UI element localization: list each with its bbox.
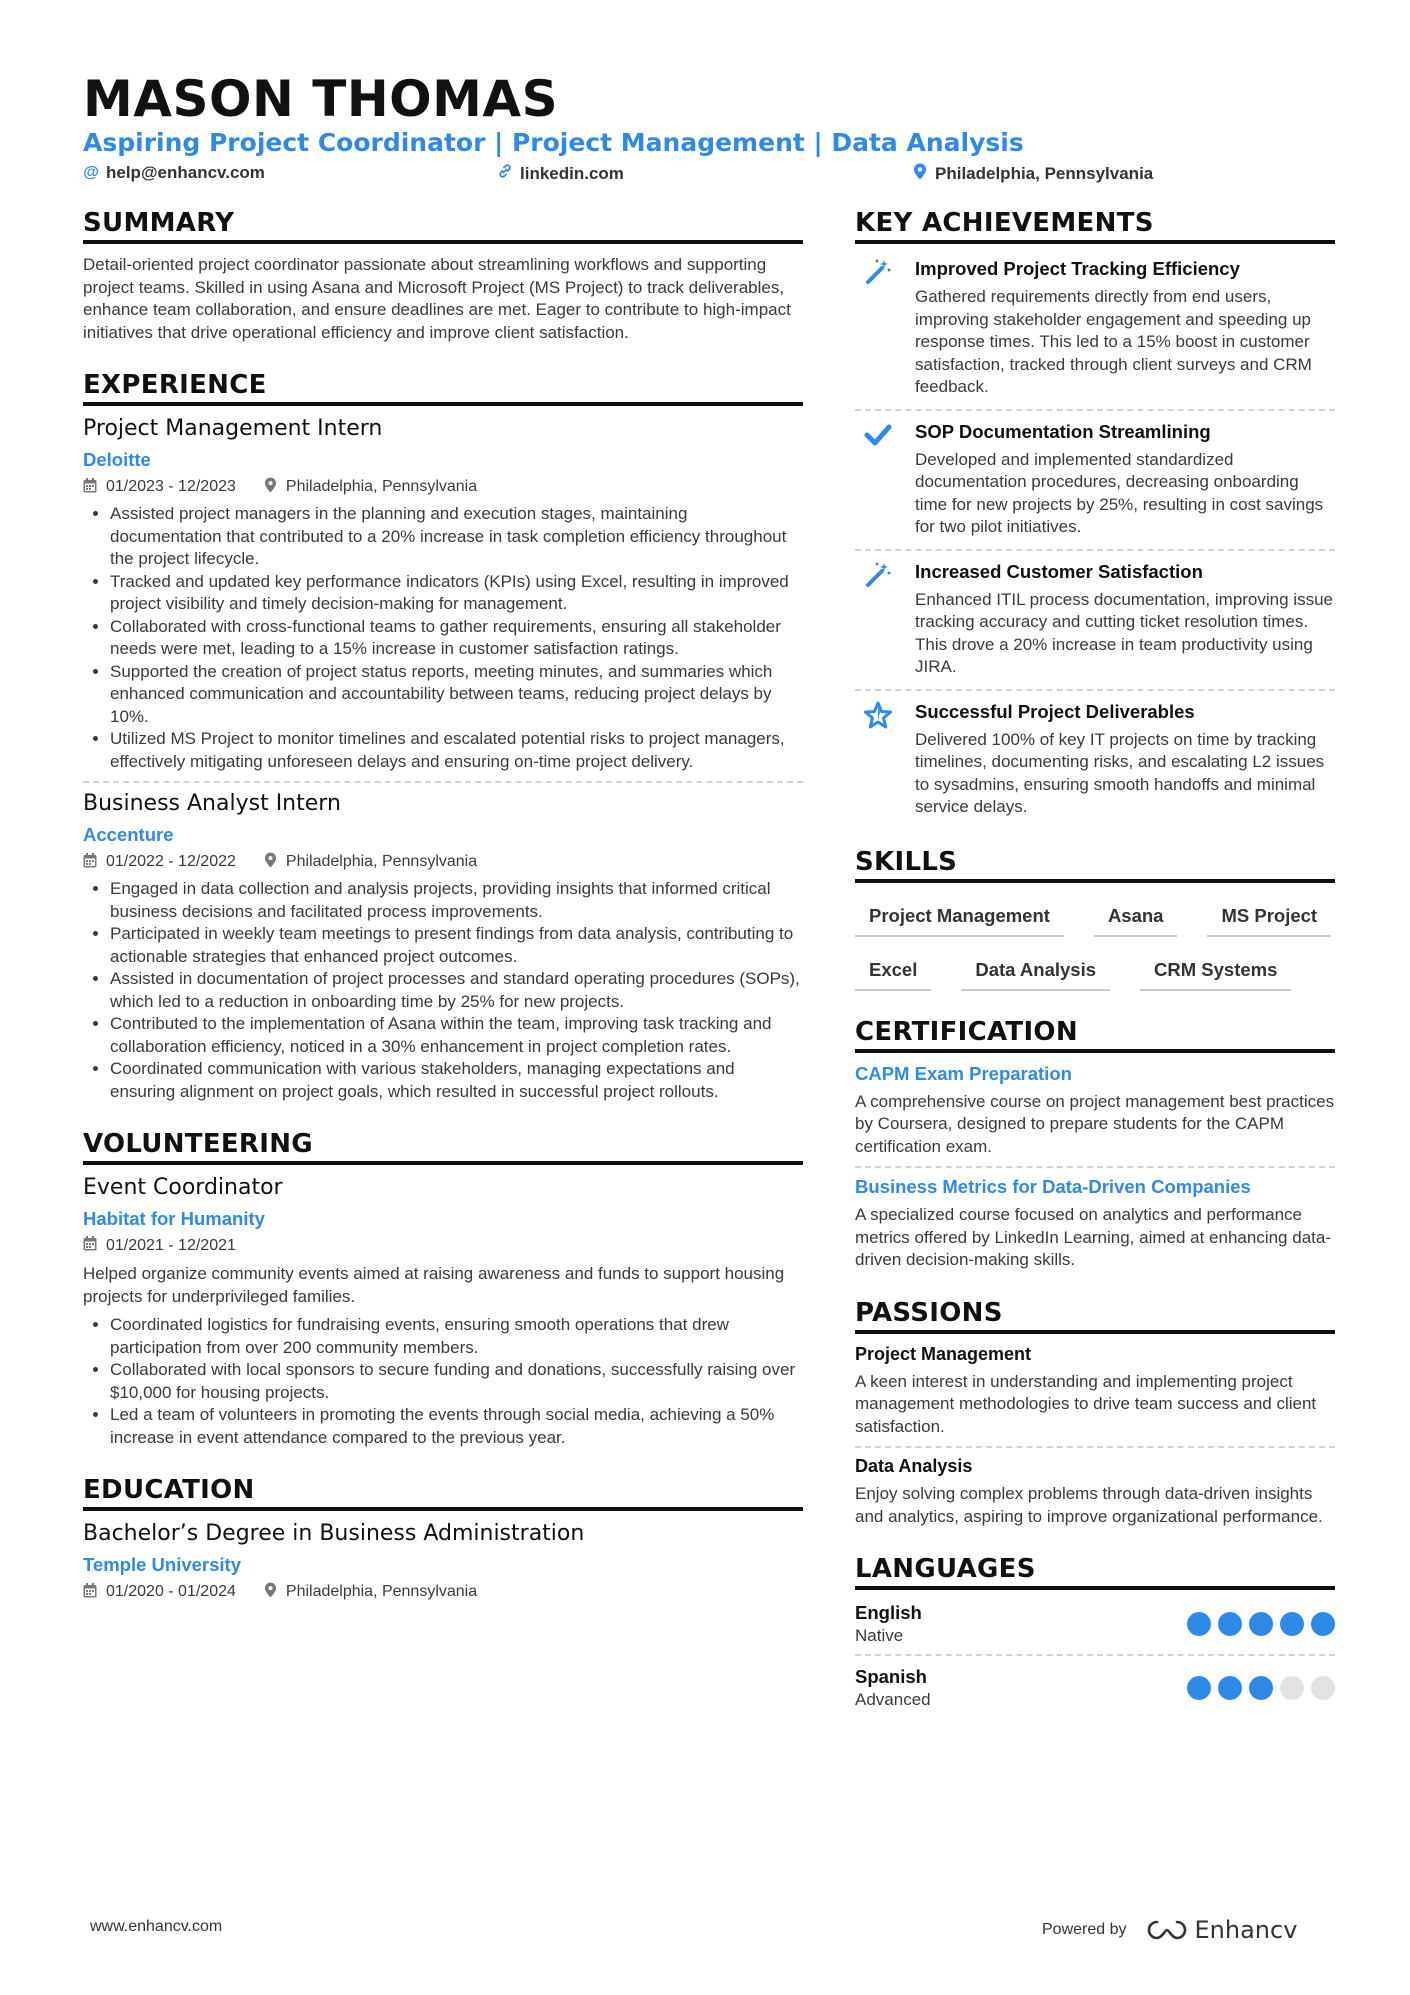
footer-branding[interactable]: [1042, 1916, 1297, 1944]
volunteer-description: Helped organize community events aimed at raising awareness and funds to support housing projects for underprivileged families.: [83, 1264, 785, 1306]
location-pin-icon: [264, 852, 277, 872]
job-dates: 01/2022 - 12/2022: [106, 853, 236, 870]
job-location: Philadelphia, Pennsylvania: [285, 853, 478, 870]
bullet-item: • Contributed to the implementation of Asana within the team, improving task tracking and collaboration efficiency, noticed in a 30% enhancement in project completion rates.: [110, 1013, 803, 1058]
bullet-item: • Participated in weekly team meetings to present findings from data analysis, contributing to actionable strategies that enhanced project outcomes.: [110, 923, 803, 968]
skill-tag: Asana: [1094, 897, 1178, 937]
skills-heading: SKILLS: [855, 847, 1335, 883]
bullet-item: • Coordinated communication with various stakeholders, managing expectations and ensuring alignment on project goals, which resulted in successful project rollouts.: [110, 1058, 803, 1103]
achievement-title: SOP Documentation Streamlining: [915, 420, 1211, 442]
language-level: Advanced: [855, 1690, 931, 1709]
website-text: linkedin.com: [520, 163, 624, 183]
degree-title: Bachelor’s Degree in Business Administration: [83, 1521, 585, 1546]
achievement-item: [855, 248, 1335, 411]
star-icon: [863, 701, 893, 819]
language-level: Native: [855, 1626, 904, 1645]
achievement-desc: Delivered 100% of key IT projects on time by tracking timelines, documenting risks, and escalating L2 issues to sysadmins, ensuring smooth handoffs and minimal service delays.: [915, 729, 1325, 816]
magic-wand-icon: [863, 561, 893, 679]
rating-dot-filled: [1311, 1612, 1335, 1636]
rating-dot-filled: [1187, 1676, 1211, 1700]
company-name: Accenture: [83, 824, 174, 845]
footer-website[interactable]: www.enhancv.com: [90, 1918, 223, 1935]
contact-website[interactable]: [497, 163, 624, 184]
checkmark-icon: [863, 421, 893, 539]
enhancv-logo-mark: [1145, 1918, 1189, 1942]
passions-section: [855, 1298, 1335, 1529]
location-text: Philadelphia, Pennsylvania: [935, 164, 1154, 183]
languages-section: [855, 1554, 1335, 1716]
rating-dot-filled: [1218, 1676, 1242, 1700]
contact-location: [912, 163, 1153, 185]
skills-section: [855, 847, 1335, 991]
language-rating: [1187, 1612, 1335, 1636]
job-bullets: [83, 878, 803, 1103]
passion-title: Data Analysis: [855, 1456, 973, 1476]
certification-title: Business Metrics for Data-Driven Companies: [855, 1176, 1251, 1197]
location-pin-icon: [264, 1582, 277, 1602]
summary-text: Detail-oriented project coordinator passionate about streamlining workflows and supporting project teams. Skilled in using Asana and Microsoft Project (MS Project) to track deliverables, enhance team collaboration, and ensure deadlines are met. Eager to contribute to high-impact initiatives that drive operational efficiency and improve client satisfaction.: [83, 255, 791, 342]
company-name: Deloitte: [83, 449, 151, 470]
powered-by-text: Powered by: [1042, 1921, 1127, 1938]
skills-list: [855, 893, 1335, 991]
certification-desc: A comprehensive course on project management best practices by Coursera, designed to prepare students for the CAPM certification exam.: [855, 1091, 1335, 1156]
bullet-item: • Coordinated logistics for fundraising events, ensuring smooth operations that drew participation from over 200 community members.: [110, 1314, 803, 1359]
language-name: English: [855, 1602, 922, 1623]
job-meta: [83, 852, 803, 872]
rating-dot-empty: [1311, 1676, 1335, 1700]
bullet-item: • Collaborated with local sponsors to secure funding and donations, successfully raising over $10,000 for housing projects.: [110, 1359, 803, 1404]
passion-desc: Enjoy solving complex problems through data-driven insights and analytics, aspiring to improve organizational performance.: [855, 1484, 1323, 1526]
volunteering-section: [83, 1129, 803, 1449]
location-pin-icon: [912, 163, 928, 185]
skill-tag: Data Analysis: [961, 951, 1110, 991]
passion-desc: A keen interest in understanding and implementing project management methodologies to drive team success and client satisfaction.: [855, 1371, 1317, 1436]
school-name: Temple University: [83, 1554, 241, 1575]
achievements-section: [855, 208, 1335, 829]
bullet-item: • Utilized MS Project to monitor timelines and escalated potential risks to project managers, effectively mitigating unforeseen delays and ensuring on-time project delivery.: [110, 728, 803, 773]
education-dates: 01/2020 - 01/2024: [106, 1583, 236, 1600]
education-section: [83, 1475, 803, 1602]
job-title: Project Management Intern: [83, 416, 383, 441]
location-pin-icon: [264, 477, 277, 497]
rating-dot-filled: [1249, 1612, 1273, 1636]
rating-dot-filled: [1187, 1612, 1211, 1636]
left-column: [83, 208, 803, 1628]
job-meta: [83, 477, 803, 497]
language-name: Spanish: [855, 1666, 927, 1687]
summary-section: [83, 208, 803, 344]
skill-tag: Excel: [855, 951, 931, 991]
skill-tag: Project Management: [855, 897, 1064, 937]
education-meta: [83, 1582, 803, 1602]
rating-dot-filled: [1218, 1612, 1242, 1636]
link-icon: [497, 163, 513, 184]
achievement-title: Successful Project Deliverables: [915, 700, 1195, 722]
job-dates: 01/2023 - 12/2023: [106, 478, 236, 495]
right-column: [855, 208, 1335, 1742]
bullet-item: • Supported the creation of project status reports, meeting minutes, and summaries which enhanced communication and accountability between teams, reducing project delays by 10%.: [110, 661, 803, 729]
language-item: [855, 1664, 1335, 1716]
achievement-title: Increased Customer Satisfaction: [915, 560, 1203, 582]
achievements-heading: KEY ACHIEVEMENTS: [855, 208, 1335, 244]
divider: [855, 1446, 1335, 1448]
at-icon: @: [83, 164, 99, 181]
achievement-item: [855, 551, 1335, 691]
passions-heading: PASSIONS: [855, 1298, 1335, 1334]
achievement-item: [855, 691, 1335, 829]
rating-dot-filled: [1280, 1612, 1304, 1636]
certification-title: CAPM Exam Preparation: [855, 1062, 1072, 1084]
languages-heading: LANGUAGES: [855, 1554, 1335, 1590]
language-rating: [1187, 1676, 1335, 1700]
contact-email[interactable]: [83, 163, 265, 183]
bullet-item: • Assisted project managers in the planning and execution stages, maintaining documentation that contributed to a 20% increase in task completion efficiency throughout the project lifecycle.: [110, 503, 803, 571]
divider: [855, 1166, 1335, 1168]
calendar-icon: [83, 1583, 97, 1602]
magic-wand-icon: [863, 258, 893, 399]
calendar-icon: [83, 853, 97, 872]
certification-desc: A specialized course focused on analytics and performance metrics offered by LinkedIn Learning, aimed at enhancing data-driven decision-making skills.: [855, 1205, 1331, 1269]
summary-heading: SUMMARY: [83, 208, 803, 244]
bullet-item: • Led a team of volunteers in promoting the events through social media, achieving a 50% increase in event attendance compared to the previous year.: [110, 1404, 803, 1449]
calendar-icon: [83, 1236, 97, 1255]
enhancv-logo: [1145, 1916, 1298, 1944]
calendar-icon: [83, 478, 97, 497]
volunteer-bullets: [83, 1314, 803, 1449]
rating-dot-empty: [1280, 1676, 1304, 1700]
skill-tag: MS Project: [1207, 897, 1331, 937]
volunteering-heading: VOLUNTEERING: [83, 1129, 803, 1165]
bullet-item: • Assisted in documentation of project processes and standard operating procedures (SOPs), which led to a reduction in onboarding time by 25% for new projects.: [110, 968, 803, 1013]
divider: [83, 781, 803, 783]
experience-section: [83, 370, 803, 1103]
brand-name: Enhancv: [1194, 1916, 1298, 1944]
achievement-desc: Gathered requirements directly from end users, improving stakeholder engagement and speeding up response times. This led to a 15% boost in customer satisfaction, tracked through client surveys and CRM feedback.: [915, 287, 1312, 396]
experience-entry: [83, 416, 803, 773]
candidate-name: MASON THOMAS: [83, 70, 559, 128]
divider: [855, 1654, 1335, 1656]
achievement-desc: Enhanced ITIL process documentation, improving issue tracking accuracy and cutting ticket resolution times. This drove a 20% increase in team productivity using JIRA.: [915, 589, 1333, 676]
volunteer-role: Event Coordinator: [83, 1175, 283, 1200]
job-title: Business Analyst Intern: [83, 791, 341, 816]
experience-entry: [83, 791, 803, 1103]
volunteer-meta: [83, 1236, 803, 1255]
bullet-item: • Collaborated with cross-functional teams to gather requirements, ensuring all stakeholder needs were met, leading to a 15% increase in customer satisfaction ratings.: [110, 616, 803, 661]
volunteer-org: Habitat for Humanity: [83, 1208, 265, 1229]
achievement-title: Improved Project Tracking Efficiency: [915, 258, 1240, 279]
experience-heading: EXPERIENCE: [83, 370, 803, 406]
bullet-item: • Tracked and updated key performance indicators (KPIs) using Excel, resulting in improved project visibility and timely decision-making for management.: [110, 571, 803, 616]
job-location: Philadelphia, Pennsylvania: [285, 478, 478, 495]
volunteer-dates: 01/2021 - 12/2021: [106, 1236, 236, 1254]
job-bullets: [83, 503, 803, 773]
education-heading: EDUCATION: [83, 1475, 803, 1511]
achievement-desc: Developed and implemented standardized documentation procedures, decreasing onboarding time for new projects by 25%, resulting in cost savings for two pilot initiatives.: [915, 449, 1324, 536]
certification-heading: CERTIFICATION: [855, 1017, 1335, 1053]
certification-section: [855, 1017, 1335, 1272]
candidate-tagline: Aspiring Project Coordinator | Project Management | Data Analysis: [83, 128, 1024, 157]
email-text: help@enhancv.com: [106, 163, 265, 182]
rating-dot-filled: [1249, 1676, 1273, 1700]
education-location: Philadelphia, Pennsylvania: [285, 1583, 478, 1600]
bullet-item: • Engaged in data collection and analysis projects, providing insights that informed critical business decisions and facilitated process improvements.: [110, 878, 803, 923]
skill-tag: CRM Systems: [1140, 951, 1291, 991]
language-item: [855, 1600, 1335, 1652]
achievement-item: [855, 411, 1335, 551]
passion-title: Project Management: [855, 1343, 1032, 1364]
